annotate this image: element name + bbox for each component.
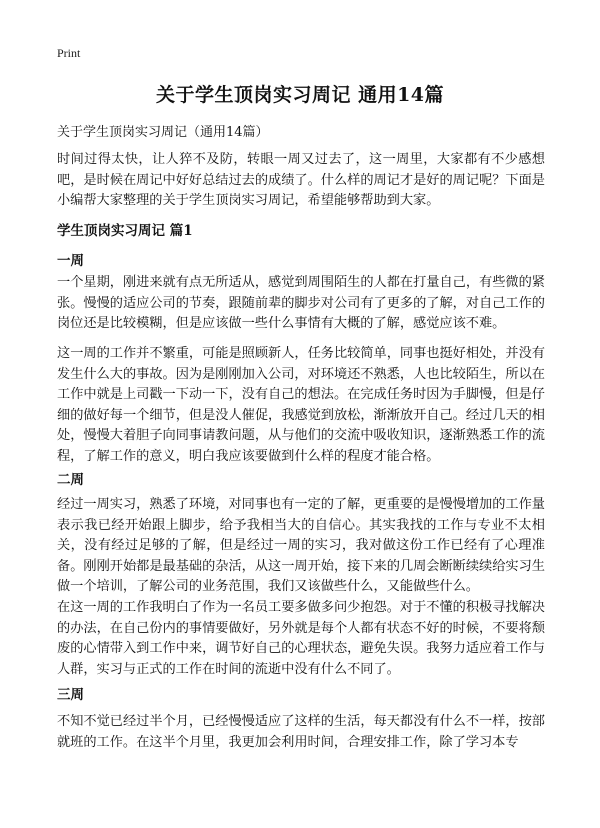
- week2-paragraph-2: 在这一周的工作我明白了作为一名员工要多做多问少抱怨。对于不懂的积极寻找解决的办法，在自己份内的事情要做好，另外就是每个人都有状态不好的时候，不要将颓废的心情带入到工作中来，调节好自己的心理状态，避免失误。我努力适应着工作与人群，实习与正式的工作在时间的流逝中没有什么不同了。: [57, 600, 545, 677]
- week1-paragraph-1: 一个星期，刚进来就有点无所适从，感觉到周围陌生的人都在打量自己，有些微的紧张。慢慢的适应公司的节奏，跟随前辈的脚步对公司有了更多的了解，对自己工作的岗位还是比较模糊，但是应该做一些什么事情有大概的了解，感觉应该不难。: [57, 275, 545, 331]
- document-subtitle: 关于学生顶岗实习周记（通用14篇）: [57, 125, 269, 140]
- week2-paragraph-1: 经过一周实习，熟悉了环境，对同事也有一定的了解，更重要的是慢慢增加的工作量表示我已经开始跟上脚步，给予我相当大的自信心。其实我找的工作与专业不太相关，没有经过足够的了解，但是经过一周的实习，我对做这份工作已经有了心理准备。刚刚开始都是最基础的杂活，从这一周开始，接下来的几周会断断续续给实习生做一个培训，了解公司的业务范围，我们又该做些什么，又能做些什么。: [57, 497, 545, 594]
- week1-paragraph-2: 这一周的工作并不繁重，可能是照顾新人，任务比较简单，同事也挺好相处，并没有发生什么大的事故。因为是刚刚加入公司，对环境还不熟悉，人也比较陌生，所以在工作中就是上司戳一下动一下，没有自己的想法。在完成任务时因为手脚慢，但是仔细的做好每一个细节，但是没人催促，我感觉到放松，渐渐放开自己。经过几天的相处，慢慢大着胆子向同事请教问题，从与他们的交流中吸收知识，逐渐熟悉工作的流程，了解工作的意义，明白我应该要做到什么样的程度才能合格。: [57, 346, 545, 464]
- week-heading-1: 一周: [57, 253, 84, 269]
- week3-paragraph-1: 不知不觉已经过半个月，已经慢慢适应了这样的生活，每天都没有什么不一样，按部就班的工作。在这半个月里，我更加会利用时间，合理安排工作，除了学习本专: [57, 714, 545, 750]
- week-heading-3: 三周: [57, 687, 84, 703]
- section-title: 学生顶岗实习周记 篇1: [57, 223, 193, 239]
- print-link[interactable]: Print: [57, 46, 81, 60]
- intro-paragraph: 时间过得太快，让人猝不及防，转眼一周又过去了，这一周里，大家都有不少感想吧，是时候在周记中好好总结过去的成绩了。什么样的周记才是好的周记呢？下面是小编帮大家整理的关于学生顶岗实习周记，希望能够帮助到大家。: [57, 152, 545, 208]
- page-title: 关于学生顶岗实习周记 通用14篇: [155, 84, 445, 106]
- week-heading-2: 二周: [57, 472, 84, 488]
